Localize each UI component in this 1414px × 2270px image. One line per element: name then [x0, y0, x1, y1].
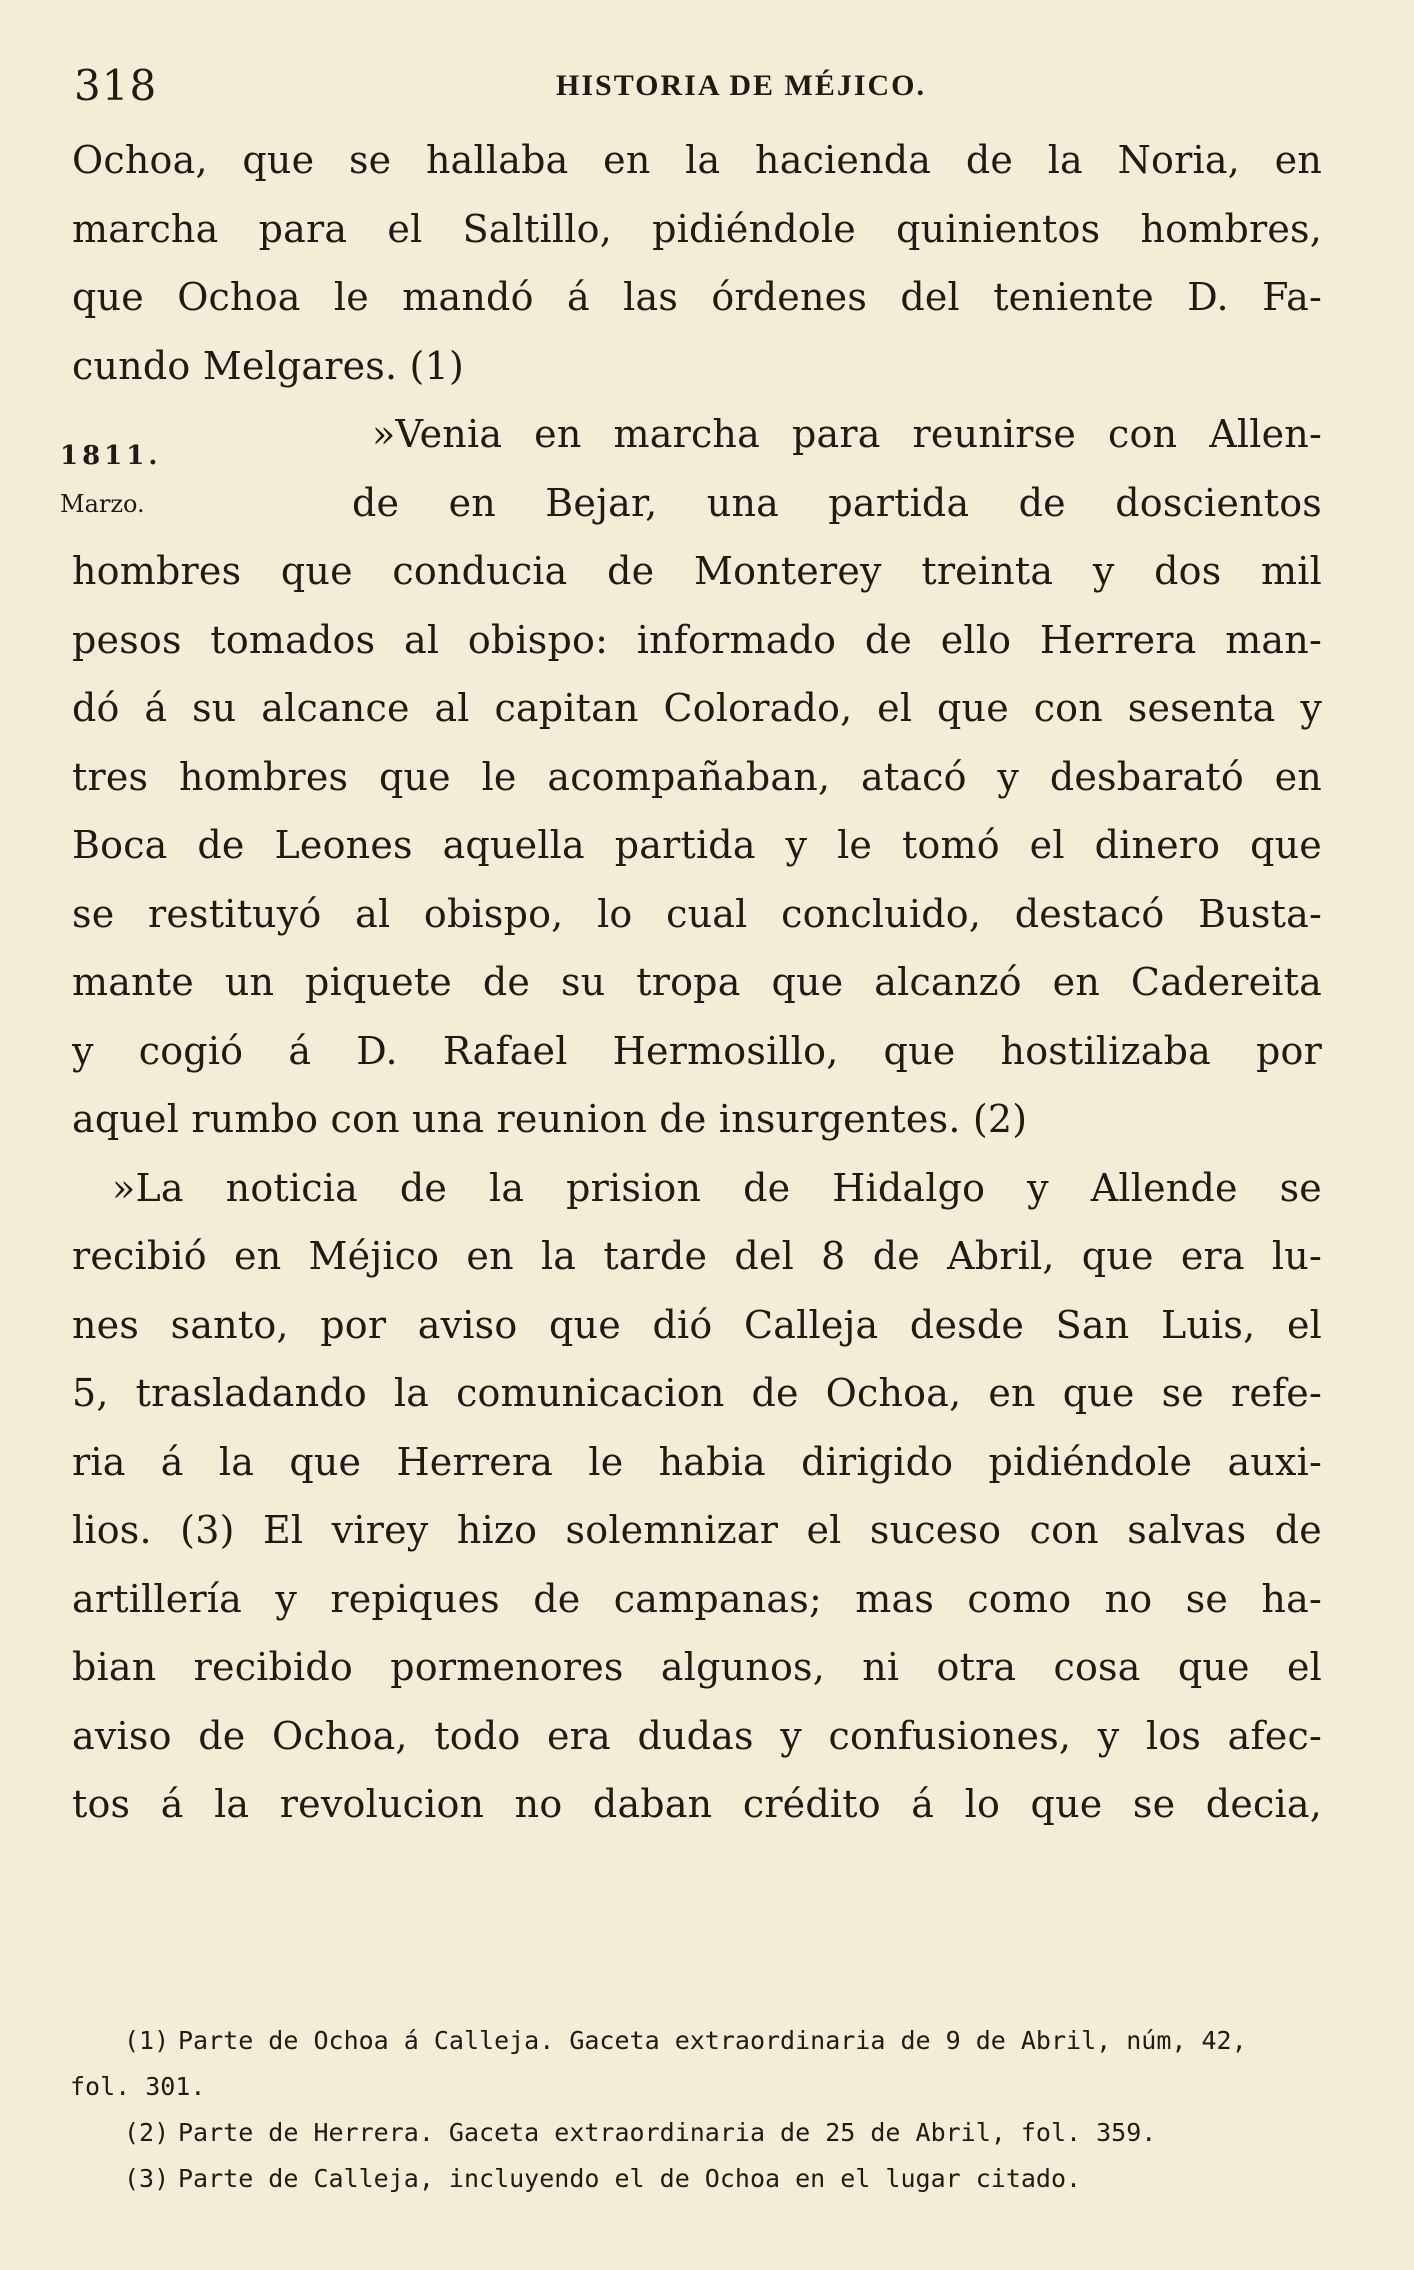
- margin-note-month: Marzo.: [60, 490, 145, 518]
- text-line: ria á la que Herrera le habia dirigido pidiéndole auxi-: [72, 1439, 1322, 1484]
- body-text: [72, 126, 1322, 1839]
- text-line: bian recibido pormenores algunos, ni otra cosa que el: [72, 1645, 1322, 1689]
- text-line: »Venia en marcha para reunirse con Allen-: [372, 412, 1322, 456]
- footnote-2: [70, 2110, 1330, 2156]
- text-line: aviso de Ochoa, todo era dudas y confusiones, y los afec-: [72, 1713, 1322, 1758]
- text-line: cundo Melgares. (1): [72, 343, 464, 388]
- running-head: HISTORIA DE MÉJICO.: [556, 69, 927, 102]
- text-line: de en Bejar, una partida de doscientos: [352, 480, 1322, 525]
- footnotes: [70, 2018, 1330, 2202]
- footnote-1: [70, 2018, 1330, 2064]
- footnote-text: Parte de Calleja, incluyendo el de Ochoa en el lugar citado.: [178, 2164, 1082, 2193]
- text-line: aquel rumbo con una reunion de insurgentes. (2): [72, 1097, 1028, 1141]
- footnote-marker: (1): [124, 2026, 170, 2055]
- text-line: mante un piquete de su tropa que alcanzó en Cadereita: [72, 960, 1322, 1004]
- text-line: Ochoa, que se hallaba en la hacienda de la Noria, en: [72, 138, 1322, 182]
- page-number: 318: [74, 61, 158, 110]
- text-line: se restituyó al obispo, lo cual concluido, destacó Busta-: [72, 891, 1322, 936]
- text-line: artillería y repiques de campanas; mas como no se ha-: [72, 1576, 1322, 1621]
- text-line: tos á la revolucion no daban crédito á lo que se decia,: [72, 1782, 1322, 1826]
- text-line: »La noticia de la prision de Hidalgo y Allende se: [112, 1165, 1322, 1210]
- footnote-3: [70, 2156, 1330, 2202]
- text-line: hombres que conducia de Monterey treinta y dos mil: [72, 549, 1322, 593]
- text-line: y cogió á D. Rafael Hermosillo, que hostilizaba por: [72, 1028, 1322, 1073]
- footnote-text: Parte de Herrera. Gaceta extraordinaria de 25 de Abril, fol. 359.: [178, 2118, 1157, 2147]
- text-line: 5, trasladando la comunicacion de Ochoa, en que se refe-: [72, 1371, 1322, 1415]
- footnote-1-continuation: fol. 301.: [70, 2072, 206, 2101]
- footnote-marker: (2): [124, 2118, 170, 2147]
- text-line: Boca de Leones aquella partida y le tomó el dinero que: [72, 823, 1322, 867]
- text-line: nes santo, por aviso que dió Calleja desde San Luis, el: [72, 1302, 1322, 1347]
- text-line: dó á su alcance al capitan Colorado, el que con sesenta y: [72, 686, 1322, 730]
- text-line: que Ochoa le mandó á las órdenes del teniente D. Fa-: [72, 275, 1322, 319]
- margin-note-year: 1811.: [60, 441, 162, 471]
- page-header: [68, 56, 1328, 116]
- text-line: lios. (3) El virey hizo solemnizar el suceso con salvas de: [72, 1508, 1322, 1552]
- text-line: recibió en Méjico en la tarde del 8 de Abril, que era lu-: [72, 1234, 1322, 1278]
- text-line: marcha para el Saltillo, pidiéndole quinientos hombres,: [72, 206, 1322, 251]
- footnote-text: Parte de Ochoa á Calleja. Gaceta extraordinaria de 9 de Abril, núm, 42,: [178, 2026, 1247, 2055]
- text-line: tres hombres que le acompañaban, atacó y desbarató en: [72, 754, 1322, 799]
- text-line: pesos tomados al obispo: informado de ello Herrera man-: [72, 617, 1322, 662]
- footnote-marker: (3): [124, 2164, 170, 2193]
